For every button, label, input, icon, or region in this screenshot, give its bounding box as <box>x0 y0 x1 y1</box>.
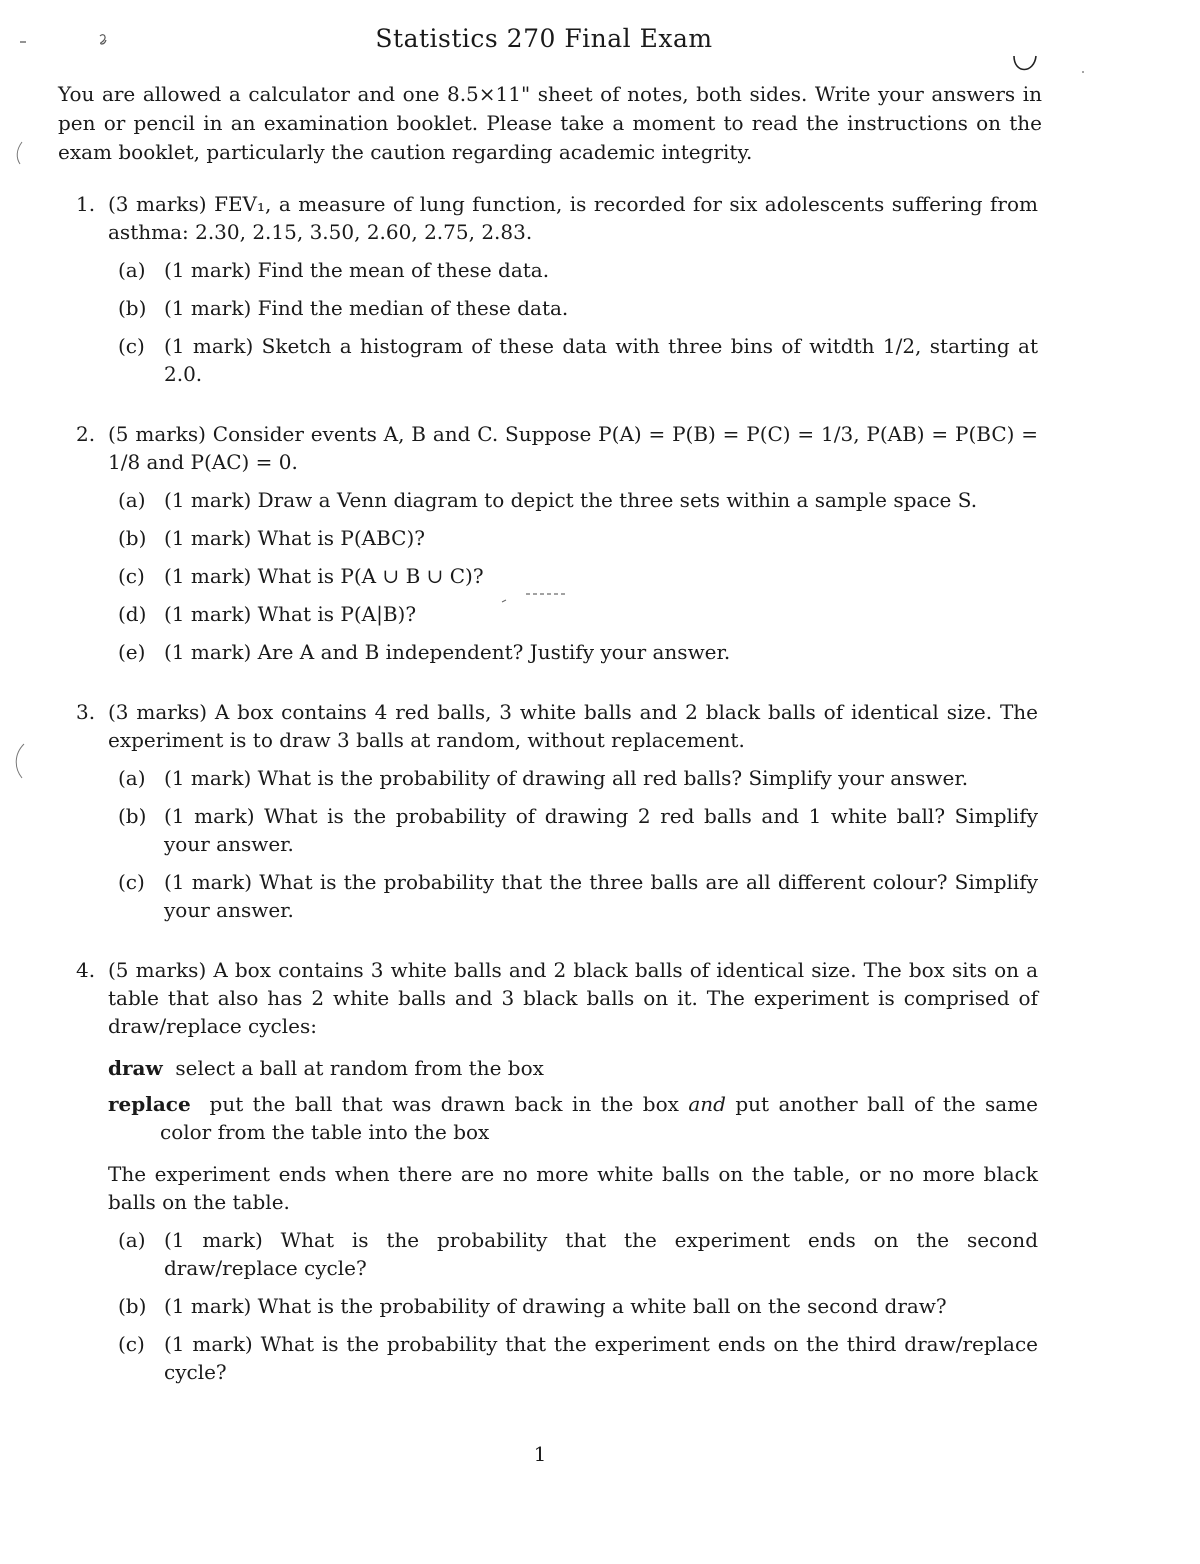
part-e <box>118 638 1038 666</box>
question-2 <box>70 420 1038 676</box>
part-label: (c) <box>118 870 145 894</box>
part-c <box>118 1330 1038 1386</box>
definition-term: replace <box>108 1092 191 1116</box>
handwritten-mark-top-right <box>1010 52 1090 78</box>
part-label: (d) <box>118 602 147 626</box>
question-3 <box>70 698 1038 934</box>
part-label: (a) <box>118 258 146 282</box>
page-number: 1 <box>533 1442 547 1466</box>
part-label: (a) <box>118 766 146 790</box>
part-b <box>118 294 1038 322</box>
ending-condition: The experiment ends when there are no more white balls on the table, or no more black balls on the table. <box>108 1162 1038 1214</box>
question-4 <box>70 956 1038 1396</box>
cycle-definitions <box>108 1054 1038 1146</box>
part-a <box>118 486 1038 514</box>
part-c <box>118 332 1038 388</box>
part-d <box>118 600 1038 628</box>
part-text: (1 mark) What is P(A ∪ B ∪ C)? <box>164 564 484 588</box>
question-stem: (5 marks) Consider events A, B and C. Suppose P(A) = P(B) = P(C) = 1/3, P(AB) = P(BC) = 1/8 and P(AC) = 0. <box>108 422 1038 474</box>
question-stem: (3 marks) A box contains 4 red balls, 3 white balls and 2 black balls of identical size. The experiment is to draw 3 balls at random, without replacement. <box>108 700 1038 752</box>
part-text: (1 mark) What is the probability of drawing 2 red balls and 1 white ball? Simplify your answer. <box>164 804 1038 856</box>
definition-draw <box>108 1054 1038 1082</box>
exam-title: Statistics 270 Final Exam <box>375 24 713 53</box>
definition-replace <box>108 1090 1038 1146</box>
question-stem: (3 marks) FEV₁, a measure of lung function, is recorded for six adolescents suffering from asthma: 2.30, 2.15, 3.50, 2.60, 2.75, 2.83. <box>108 192 1038 244</box>
part-b <box>118 802 1038 858</box>
part-label: (b) <box>118 1294 147 1318</box>
part-text: (1 mark) Are A and B independent? Justify your answer. <box>164 640 731 664</box>
question-number: 2. <box>76 422 96 446</box>
question-number: 1. <box>76 192 96 216</box>
part-text: (1 mark) What is the probability that the experiment ends on the second draw/replace cycle? <box>164 1228 1038 1280</box>
part-text: (1 mark) What is P(ABC)? <box>164 526 425 550</box>
question-parts <box>118 256 1038 388</box>
part-label: (b) <box>118 526 147 550</box>
part-text: (1 mark) Draw a Venn diagram to depict the three sets within a sample space S. <box>164 488 978 512</box>
question-number: 4. <box>76 958 96 982</box>
part-a <box>118 256 1038 284</box>
part-text: (1 mark) Find the median of these data. <box>164 296 569 320</box>
margin-mark-2 <box>8 742 28 782</box>
part-b <box>118 524 1038 552</box>
question-1 <box>70 190 1038 398</box>
definition-text: select a ball at random from the box <box>175 1056 544 1080</box>
part-text: (1 mark) Find the mean of these data. <box>164 258 550 282</box>
question-stem: (5 marks) A box contains 3 white balls and 2 black balls of identical size. The box sits on a table that also has 2 white balls and 3 black balls on it. The experiment is comprised of draw/replace cycles: <box>108 958 1038 1038</box>
definition-text: put the ball that was drawn back in the box <box>209 1092 679 1116</box>
question-parts <box>118 764 1038 924</box>
part-text: (1 mark) What is the probability that the three balls are all different colour? Simplify your answer. <box>164 870 1038 922</box>
part-label: (b) <box>118 296 147 320</box>
definition-text-continued: put another ball of the same color from the table into the box <box>160 1092 1039 1144</box>
definition-term: draw <box>108 1056 163 1080</box>
definition-emphasis: and <box>688 1092 726 1116</box>
part-text: (1 mark) What is the probability that the experiment ends on the third draw/replace cycle? <box>164 1332 1038 1384</box>
exam-instructions: You are allowed a calculator and one 8.5×11" sheet of notes, both sides. Write your answers in pen or pencil in an examination booklet. Please take a moment to read the instructions on the exam booklet, particularly the caution regarding academic integrity. <box>58 82 1042 164</box>
part-label: (c) <box>118 1332 145 1356</box>
part-label: (e) <box>118 640 146 664</box>
question-number: 3. <box>76 700 96 724</box>
part-label: (c) <box>118 334 145 358</box>
part-a <box>118 764 1038 792</box>
part-text: (1 mark) What is the probability of drawing all red balls? Simplify your answer. <box>164 766 969 790</box>
part-label: (b) <box>118 804 147 828</box>
part-b <box>118 1292 1038 1320</box>
part-text: (1 mark) What is the probability of drawing a white ball on the second draw? <box>164 1294 947 1318</box>
question-parts <box>118 486 1038 666</box>
part-label: (a) <box>118 1228 146 1252</box>
part-text: (1 mark) What is P(A|B)? <box>164 602 417 626</box>
part-text: (1 mark) Sketch a histogram of these data with three bins of witdth 1/2, starting at 2.0. <box>164 334 1038 386</box>
part-c <box>118 562 1038 590</box>
margin-mark-1 <box>12 140 28 166</box>
part-a <box>118 1226 1038 1282</box>
part-label: (a) <box>118 488 146 512</box>
part-label: (c) <box>118 564 145 588</box>
part-c <box>118 868 1038 924</box>
question-parts <box>118 1226 1038 1386</box>
